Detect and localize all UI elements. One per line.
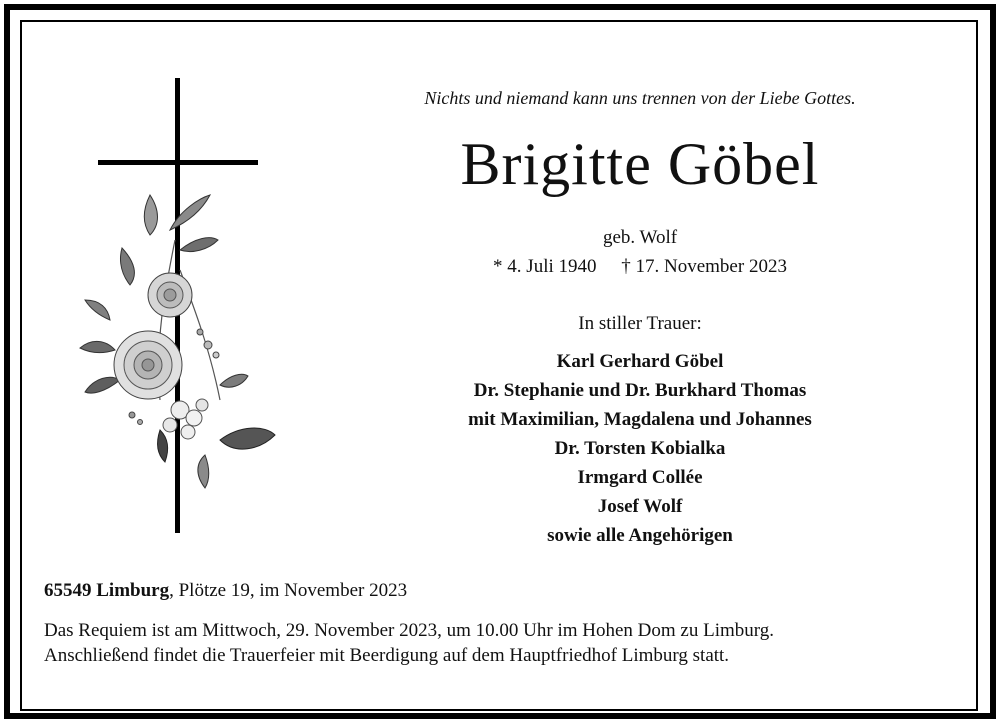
mourners-list — [360, 347, 920, 550]
postal-city: 65549 Limburg — [44, 580, 170, 601]
mourner-item: mit Maximilian, Magdalena und Johannes — [468, 409, 812, 430]
service-notice — [44, 618, 974, 668]
place-and-date — [44, 580, 407, 602]
life-dates — [360, 256, 920, 278]
mourner-item: Dr. Stephanie und Dr. Burkhard Thomas — [473, 380, 807, 401]
death-date: † 17. November 2023 — [621, 256, 787, 277]
deceased-name: Brigitte Göbel — [460, 131, 820, 197]
mourner-item: sowie alle Angehörigen — [547, 525, 733, 546]
address-rest: , Plötze 19, im November 2023 — [169, 580, 408, 601]
cross-with-flowers — [70, 70, 290, 540]
birth-name: geb. Wolf — [602, 227, 678, 248]
birth-date: * 4. Juli 1940 — [493, 256, 597, 277]
mourning-intro: In stiller Trauer: — [578, 313, 702, 334]
motto-verse: Nichts und niemand kann uns trennen von der Liebe Gottes. — [424, 88, 856, 108]
notice-line: Anschließend findet die Trauerfeier mit Beerdigung auf dem Hauptfriedhof Limburg statt. — [44, 645, 730, 666]
notice-line: Das Requiem ist am Mittwoch, 29. November 2023, um 10.00 Uhr im Hohen Dom zu Limburg. — [44, 620, 775, 641]
mourner-item: Irmgard Collée — [577, 467, 703, 488]
mourner-item: Dr. Torsten Kobialka — [554, 438, 726, 459]
mourner-item: Josef Wolf — [597, 496, 683, 517]
mourner-item: Karl Gerhard Göbel — [556, 351, 724, 372]
